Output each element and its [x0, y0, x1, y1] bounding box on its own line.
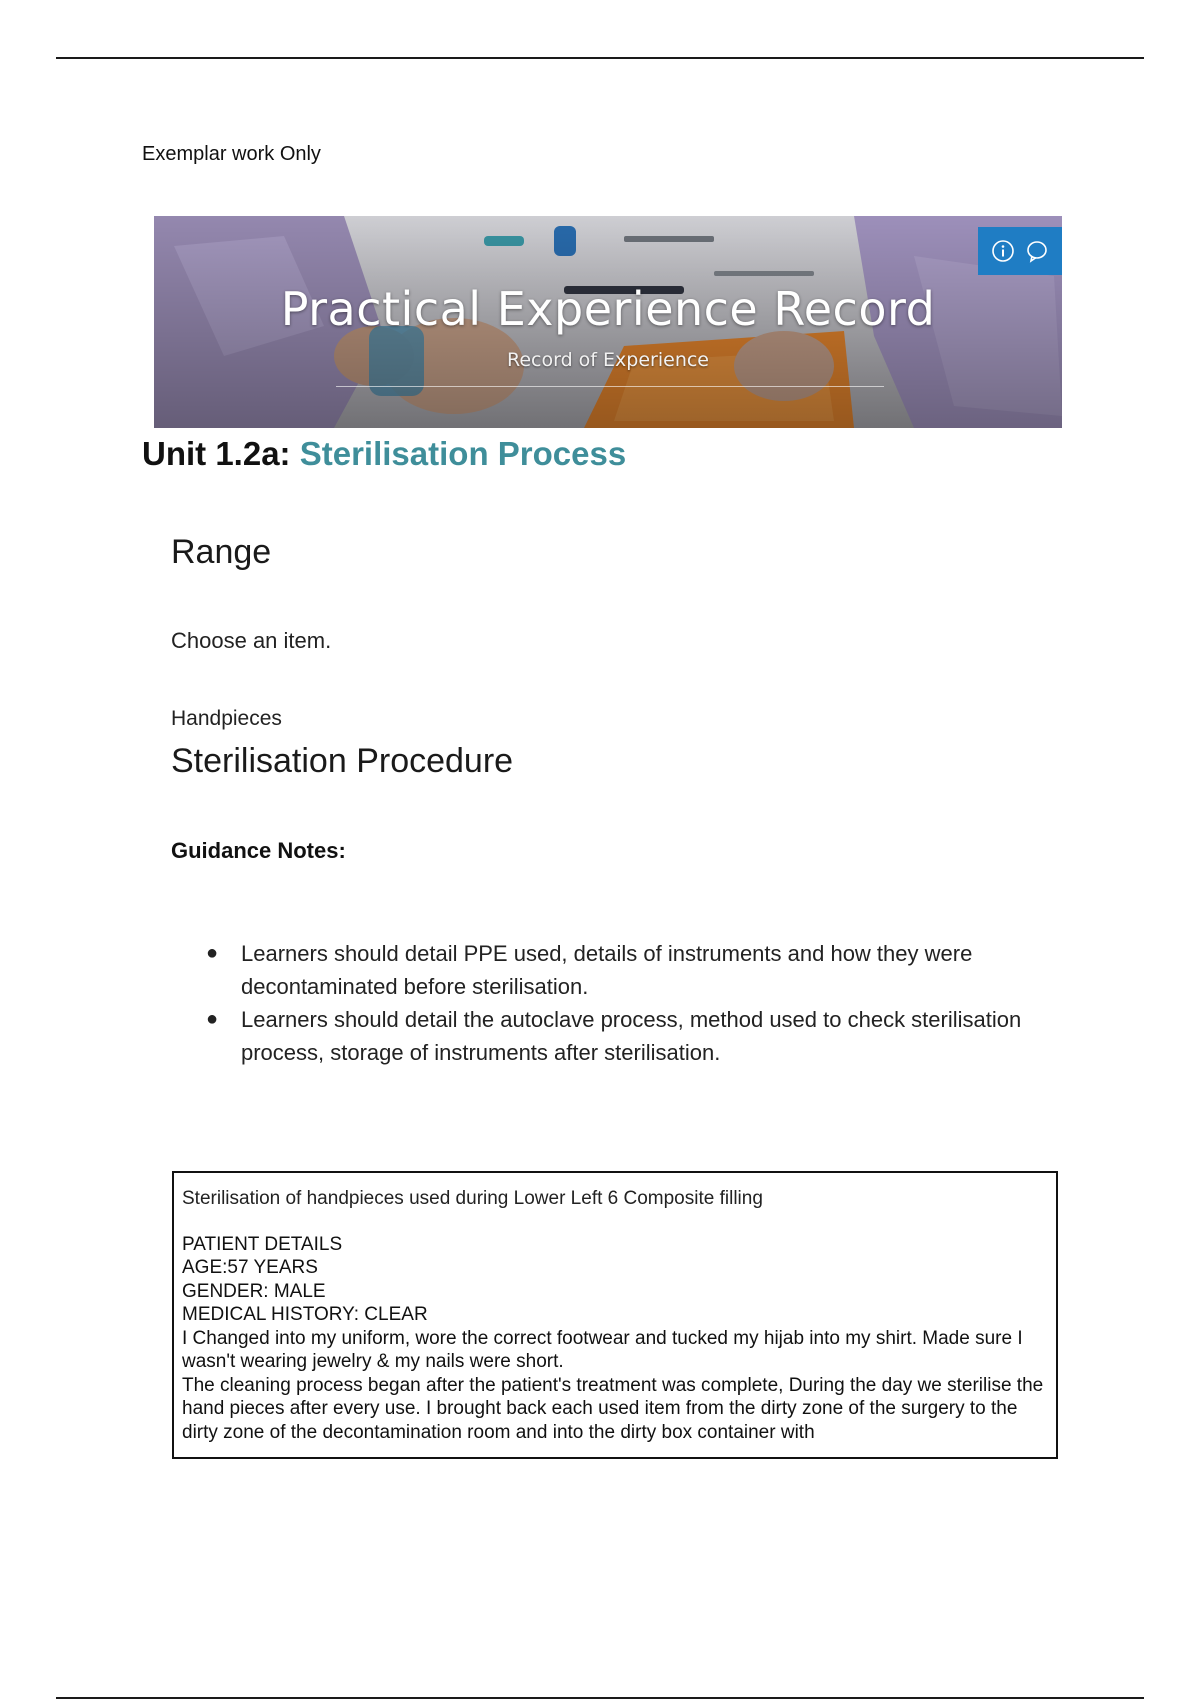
guidance-list [200, 937, 1060, 1069]
info-icon[interactable] [990, 238, 1016, 264]
procedure-heading: Sterilisation Procedure [171, 742, 514, 780]
guidance-item-text: Learners should detail the autoclave process, method used to check sterilisation process, storage of instruments after sterilisation. [241, 1007, 1022, 1065]
bullet-icon: ● [206, 942, 219, 964]
bullet-icon: ● [206, 1008, 219, 1030]
guidance-item [200, 937, 1060, 1003]
answer-spacer [182, 1211, 1048, 1233]
unit-code: Unit 1.2a: [142, 435, 291, 472]
answer-paragraph: I Changed into my uniform, wore the correct footwear and tucked my hijab into my shirt. Made sure I wasn't wearing jewelry & my nails were short. [182, 1327, 1023, 1372]
range-heading: Range [171, 533, 272, 571]
banner-subtitle: Record of Experience [507, 349, 709, 371]
patient-details-heading: PATIENT DETAILS [182, 1233, 343, 1255]
guidance-label: Guidance Notes: [171, 838, 346, 863]
unit-title: Sterilisation Process [299, 435, 627, 472]
answer-text-box[interactable] [172, 1171, 1058, 1459]
banner [154, 216, 1062, 428]
patient-gender: GENDER: MALE [182, 1280, 326, 1302]
guidance-item [200, 1003, 1060, 1069]
banner-title: Practical Experience Record [280, 282, 936, 336]
bottom-rule [56, 1697, 1144, 1699]
guidance-item-text: Learners should detail PPE used, details of instruments and how they were decontaminated before sterilisation. [241, 941, 973, 999]
answer-intro: Sterilisation of handpieces used during Lower Left 6 Composite filling [182, 1188, 763, 1209]
banner-action-bar [978, 227, 1062, 275]
range-value: Handpieces [171, 707, 282, 730]
banner-divider [336, 386, 884, 387]
answer-paragraph: The cleaning process began after the patient's treatment was complete, During the day we sterilise the hand pieces after every use. I brought back each used item from the dirty zone of the surgery to the dirty zone of the decontamination room and into the dirty box container with [182, 1374, 1044, 1443]
top-rule [56, 57, 1144, 59]
range-dropdown[interactable]: Choose an item. [171, 628, 332, 653]
comment-icon[interactable] [1024, 238, 1050, 264]
unit-heading [142, 435, 626, 473]
patient-medical-history: MEDICAL HISTORY: CLEAR [182, 1304, 428, 1325]
exemplar-note: Exemplar work Only [142, 143, 321, 165]
patient-age: AGE:57 YEARS [182, 1257, 318, 1278]
